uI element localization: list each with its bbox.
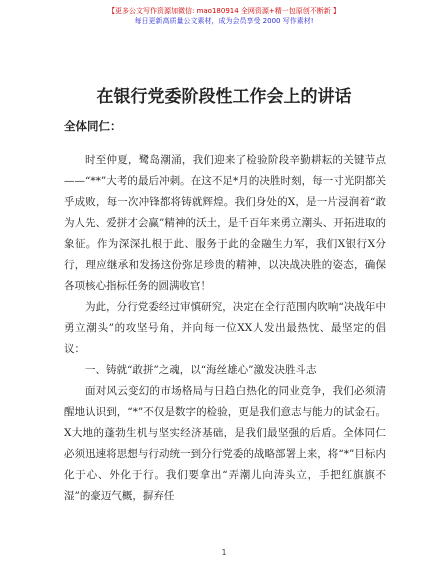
promo-banner — [0, 6, 448, 26]
page-number: 1 — [221, 548, 227, 557]
paragraph: 面对风云变幻的市场格局与日趋白热化的同业竞争，我们必须清醒地认识到，“*”不仅是数字的检验，更是我们意志与能力的试金石。X大地的蓬勃生机与坚实经济基础，是我们最坚强的后盾。全体同仁必须迅速将思想与行动统一到分行党委的战略部署上来，将“*”目标内化于心、外化于行。我们要拿出“弄潮儿向涛头立，手把红旗旗不湿”的豪迈气概，摒弃任 — [64, 385, 386, 502]
document-body — [64, 150, 386, 507]
section-heading: 一、铸就“敢拼”之魂，以“海丝雄心”激发决胜斗志 — [85, 364, 317, 376]
salutation: 全体同仁： — [64, 119, 122, 133]
document-title: 在银行党委阶段性工作会上的讲话 — [96, 87, 352, 107]
paragraph: 为此，分行党委经过审慎研究，决定在全行范围内吹响“决战年中勇立潮头”的攻坚号角，并向每一位XX人发出最热忱、最坚定的倡议： — [64, 301, 386, 355]
paragraph: 时至仲夏，鹭岛潮涌，我们迎来了检验阶段辛勤耕耘的关键节点——“**”大考的最后冲刺。在这不足*月的决胜时刻，每一寸光阴都关乎成败，每一次冲锋都将铸就辉煌。我们身处的X，是一片浸润着“敢为人先、爱拼才会赢”精神的沃土，是千百年来勇立潮头、开拓进取的象征。作为深深扎根于此、服务于此的金融生力军，我们X银行X分行，理应继承和发扬这份弥足珍贵的精神，以决战决胜的姿态，确保各项核心指标任务的圆满收官！ — [64, 154, 386, 292]
promo-line-1: 【更多公文写作资源加微信: mao180914 全网资源+精一包原创不断新 】 — [107, 7, 340, 15]
promo-line-2: 每日更新高质量公文素材，成为会员享受 2000 写作素材! — [134, 17, 314, 25]
